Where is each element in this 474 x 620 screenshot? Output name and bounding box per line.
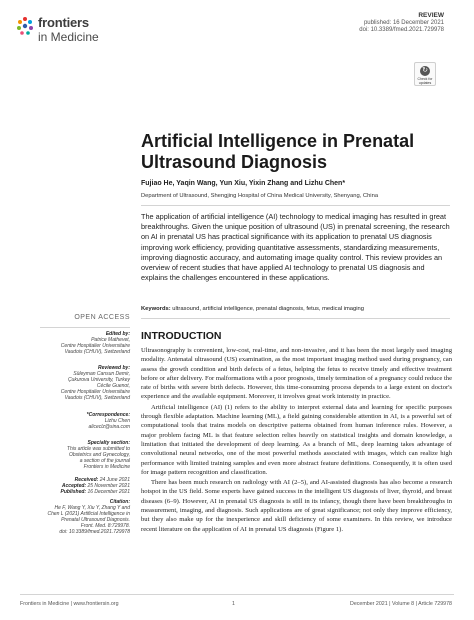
abstract: The application of artificial intelligence (AI) technology to medical imaging has resulted in great breakthroughs. Given the unique position of ultrasound (US) in prenatal screening, the research on AI in prenatal US has practical significance with its application to prenatal US diagnosis improving work efficiency, providing quantitative assessments, standardizing measurements, improving diagnostic accuracy, and automating image quality control. This review provides an overview of recent studies that have applied AI technology to prenatal US diagnosis and explains the challenges encountered in these applications. (141, 212, 450, 283)
corresponding-author: Lizhu Chen (104, 418, 130, 425)
paragraph: There has been much research on radiology with AI (2–5), and AI-assisted diagnosis has also become a research hotspot in the US field. Some experts have gained success in the intelligent US diagnosis of liver, thyroid, and breast diseases (6–9). However, AI in prenatal US diagnosis is still in its infancy, though there have been breakthroughs in measurement, imaging, and diagnosis. Such applications are of great significance; not only they improve efficiency, but they also make up for the inexperience and skill deficiency of some examiners. In this review, we introduce recent literature on the application of AI in prenatal US diagnosis (Figure 1). (141, 479, 452, 533)
accepted-date: 25 November 2021 (87, 483, 130, 490)
check-for-updates-button[interactable] (414, 62, 436, 86)
article-type: REVIEW (418, 12, 444, 19)
reviewer-line[interactable]: Cécile Guenot, (96, 383, 130, 390)
reviewer-line: Centre Hospitalier Universitaire (60, 389, 130, 396)
frontiers-logo-icon (16, 16, 34, 36)
corresponding-email[interactable]: aliceclz@sina.com (88, 424, 130, 431)
editor-line: Vaudois (CHUV), Switzerland (64, 349, 130, 356)
page-header (0, 0, 474, 60)
reviewer-line[interactable]: Süleyman Cansun Demir, (73, 371, 130, 378)
correspondence-label: *Correspondence: (86, 412, 130, 418)
keywords (141, 306, 450, 312)
section-heading-introduction: INTRODUCTION (141, 330, 222, 342)
page-number: 1 (232, 601, 235, 607)
accepted-label: Accepted: (61, 483, 87, 490)
article-doi[interactable]: doi: 10.3389/fmed.2021.729978 (359, 27, 444, 33)
article-meta (359, 12, 444, 35)
edited-by-label: Edited by: (105, 331, 130, 337)
reviewed-by-block (20, 365, 130, 402)
footer-journal-link[interactable]: Frontiers in Medicine | www.frontiersin.org (20, 601, 119, 607)
body-text (141, 346, 452, 535)
paragraph: Ultrasonography is convenient, low-cost, real-time, and non-invasive, and it has been the most largely used imaging modality. Antenatal ultrasound (US) examination, as the most important imaging method used during pregnancy, can assess the growth condition and birth defects of a fetus, helping the fetus to receive timely and effective treatment before or after delivery. For malformations with a poor prognosis, timely termination of a pregnancy could reduce the rate of births with severe birth defects. However, this time-consuming process depends to a large extent on doctor's experience and the available equipment. Moreover, it involves great work intensity in practice. (141, 347, 452, 401)
footer-issue-info: December 2021 | Volume 8 | Article 729978 (350, 601, 452, 607)
divider (40, 327, 130, 328)
published-label: Published: (60, 489, 87, 496)
reviewer-line: Vaudois (CHUV), Switzerland (64, 395, 130, 402)
citation-line: Prenatal Ultrasound Diagnosis. (61, 517, 130, 524)
reviewer-line: Çukurova University, Turkey (67, 377, 130, 384)
specialty-line: a section of the journal (79, 458, 130, 465)
citation-line[interactable]: doi: 10.3389/fmed.2021.729978 (59, 529, 130, 536)
keywords-list: ultrasound, artificial intelligence, prenatal diagnosis, fetus, medical imaging (172, 306, 364, 312)
affiliation: Department of Ultrasound, Shengjing Hospital of China Medical University, Shenyang, China (141, 193, 379, 199)
check-for-updates-label: Check for updates (417, 77, 433, 85)
received-label: Received: (74, 477, 99, 483)
specialty-label: Specialty section: (87, 440, 130, 446)
paragraph: Artificial intelligence (AI) (1) refers to the ability to interpret external data and learning for specific purposes through flexible adaptation. Machine learning (ML), a field gaining considerable attention in AI, is a powerful set of computational tools that trains models on descriptive patterns obtained from human inference rules. However, a major problem facing ML is that feature selection relies heavily on statistical insights and domain knowledge, a limitation that initiated the development of deep learning. As a branch of ML, deep learning takes advantage of convolutional neural networks, one of the most powerful methods associated with images, which can realize high performance with limited training samples and even more abstract feature definitions. Consequently, it is often used for image pattern recognition and classification. (141, 403, 452, 476)
published-date-side: 16 December 2021 (87, 489, 130, 496)
received-date: 24 June 2021 (99, 477, 130, 483)
citation-line: Chen L (2021) Artificial Intelligence in (47, 511, 130, 518)
citation-line: Front. Med. 8:729978. (80, 523, 130, 530)
edited-by-block (20, 331, 130, 355)
specialty-line: This article was submitted to (66, 446, 130, 453)
specialty-line: Frontiers in Medicine (83, 464, 130, 471)
editor-line: Centre Hospitalier Universitaire (60, 343, 130, 350)
citation-label: Citation: (109, 499, 130, 505)
specialty-block (20, 440, 130, 470)
specialty-line: Obstetrics and Gynecology, (68, 452, 130, 459)
citation-line: He F, Wang Y, Xiu Y, Zhang Y and (54, 505, 130, 512)
reviewed-by-label: Reviewed by: (98, 365, 130, 371)
journal-logo-line2: in Medicine (38, 30, 99, 44)
editor-line[interactable]: Patrice Mathevet, (91, 337, 130, 344)
article-title: Artificial Intelligence in Prenatal Ultrasound Diagnosis (141, 131, 415, 172)
correspondence-block (20, 412, 130, 430)
divider (141, 318, 450, 319)
footer-divider (20, 594, 454, 595)
page-footer (0, 598, 474, 612)
published-date: published: 16 December 2021 (363, 19, 444, 26)
journal-logo-line1: frontiers (38, 15, 89, 30)
author-list[interactable]: Fujiao He, Yaqin Wang, Yun Xiu, Yixin Zhang and Lizhu Chen* (141, 180, 346, 187)
citation-block (20, 499, 130, 536)
divider (141, 205, 450, 206)
keywords-label: Keywords: (141, 306, 171, 312)
dates-block (20, 477, 130, 495)
open-access-label: OPEN ACCESS (74, 314, 130, 321)
refresh-icon: ↻ (420, 66, 430, 76)
